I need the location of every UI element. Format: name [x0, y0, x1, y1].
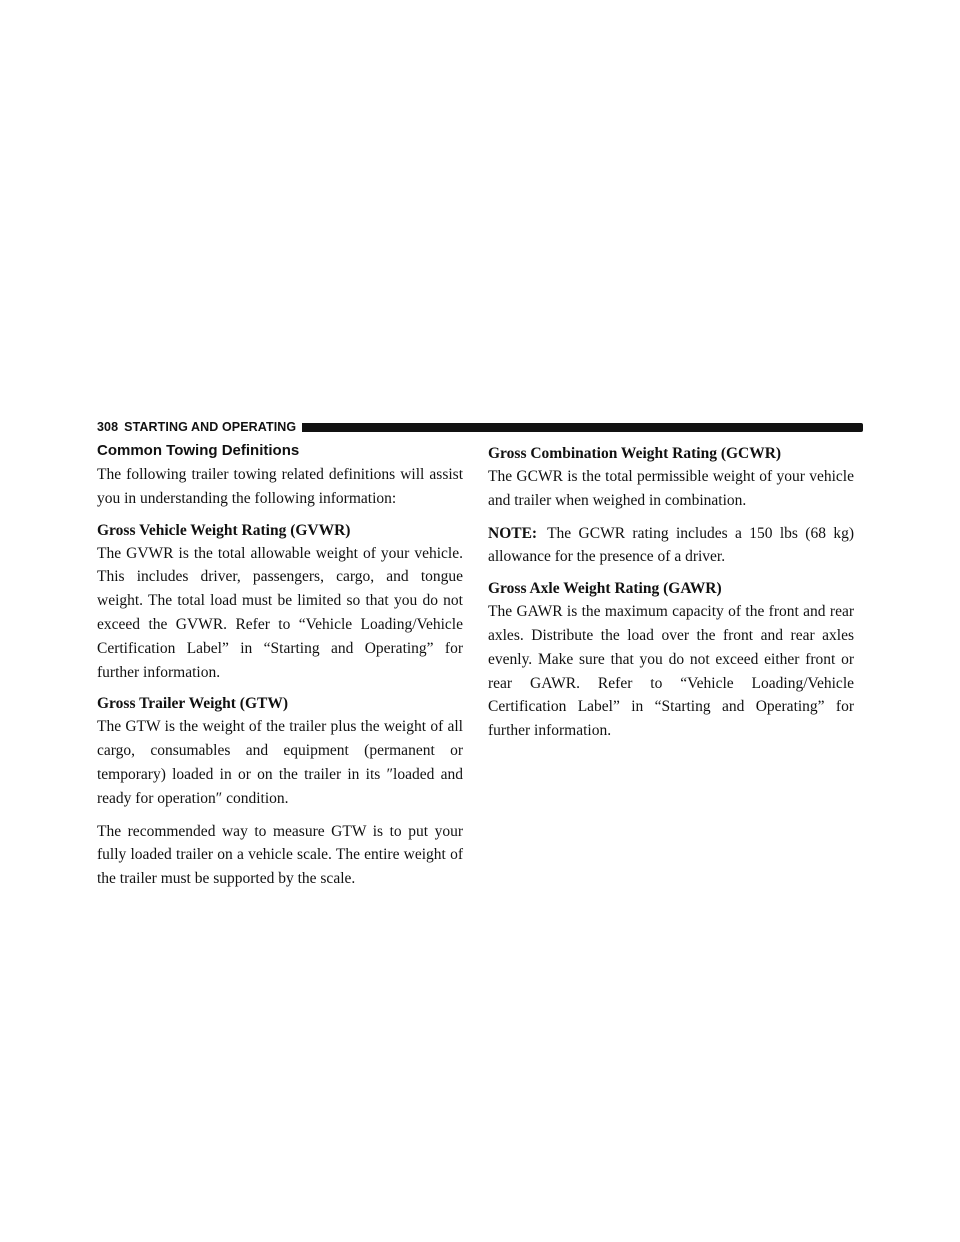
intro-paragraph: The following trailer towing related definitions will assist you in understanding the following information: — [97, 466, 463, 507]
gtw-paragraph: The GTW is the weight of the trailer plus the weight of all cargo, consumables and equipment (permanent or temporary) loaded in or on the trailer in its ″loaded and ready for operation″ condition. — [97, 718, 463, 807]
gtw-measure-paragraph: The recommended way to measure GTW is to put your fully loaded trailer on a vehicle scale. The entire weight of the trailer must be supported by the scale. — [97, 822, 463, 888]
gtw-heading: Gross Trailer Weight (GTW) — [97, 695, 289, 713]
page-number: 308 — [97, 420, 119, 434]
gawr-paragraph: The GAWR is the maximum capacity of the front and rear axles. Distribute the load over the front and rear axles evenly. Make sure that you do not exceed either front or rear GAWR. Refer to “Vehicle Loading/Vehicle Certification Label” in “Starting and Operating” for further information. — [488, 603, 854, 740]
right-column — [488, 443, 854, 752]
section-name: STARTING AND OPERATING — [124, 420, 297, 434]
gcwr-heading: Gross Combination Weight Rating (GCWR) — [488, 445, 782, 462]
gvwr-heading: Gross Vehicle Weight Rating (GVWR) — [97, 521, 351, 539]
section-title: Common Towing Definitions — [97, 442, 300, 459]
gvwr-paragraph: The GVWR is the total allowable weight of your vehicle. This includes driver, passengers, cargo, and tongue weight. The total load must be limited so that you do not exceed the GVWR. Refer to “Vehicle Loading/Vehicle Certification Label” in “Starting and Operating” for further information. — [97, 544, 463, 681]
gcwr-paragraph: The GCWR is the total permissible weight of your vehicle and trailer when weighed in combination. — [488, 468, 854, 509]
page-header — [97, 417, 863, 437]
gawr-heading: Gross Axle Weight Rating (GAWR) — [488, 580, 722, 598]
note-label: NOTE: — [488, 524, 538, 542]
gcwr-note — [488, 522, 854, 570]
left-column — [97, 441, 463, 900]
note-text: The GCWR rating includes a 150 lbs (68 kg) allowance for the presence of a driver. — [488, 524, 854, 566]
header-rule — [302, 423, 863, 432]
